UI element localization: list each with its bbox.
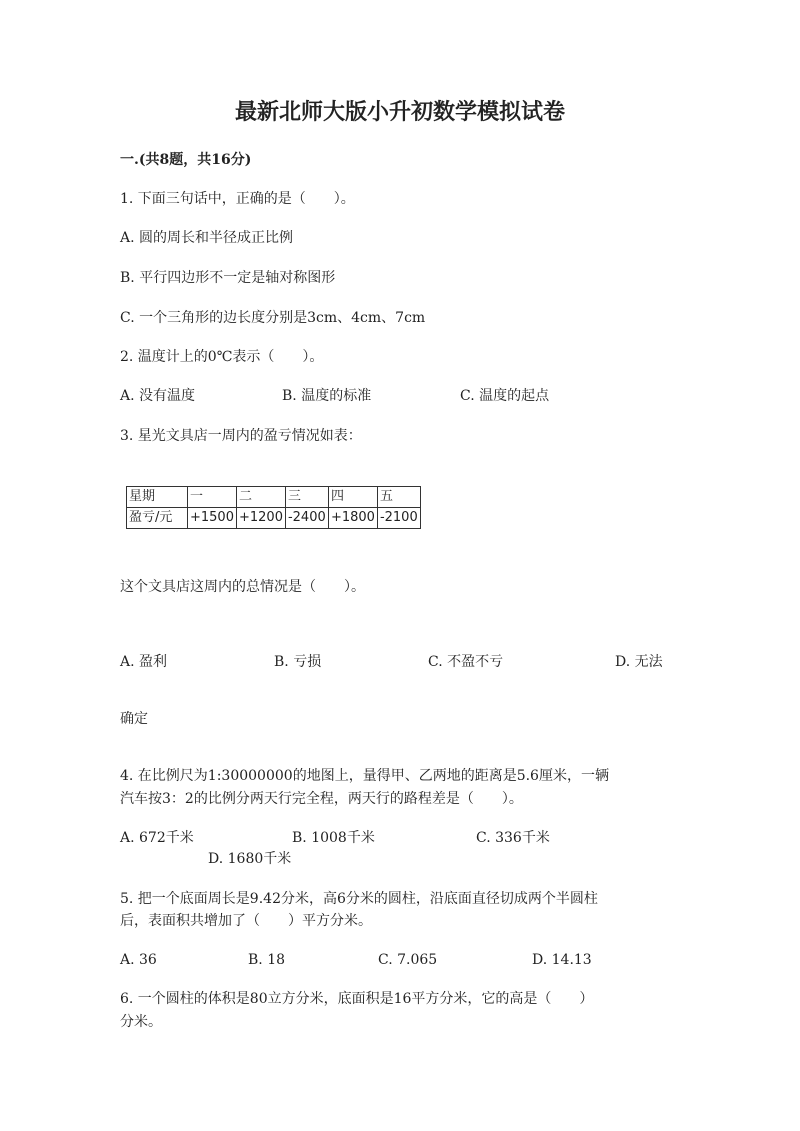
table-cell: +1800 bbox=[328, 508, 377, 529]
q5-option-a: A. 36 bbox=[120, 952, 157, 968]
q5-option-c: C. 7.065 bbox=[378, 952, 438, 968]
q1-option-b: B. 平行四边形不一定是轴对称图形 bbox=[120, 270, 336, 286]
q6-stem-line2: 分米。 bbox=[120, 1014, 162, 1030]
q2-stem: 2. 温度计上的0℃表示（ ）。 bbox=[120, 349, 324, 365]
table-cell: -2100 bbox=[377, 508, 420, 529]
table-cell: 三 bbox=[285, 487, 328, 508]
page-title: 最新北师大版小升初数学模拟试卷 bbox=[234, 99, 565, 125]
q3-option-c: C. 不盈不亏 bbox=[428, 654, 504, 670]
section-heading: 一.(共8题，共16分) bbox=[120, 152, 252, 168]
q4-option-c: C. 336千米 bbox=[476, 830, 550, 846]
table-cell: 星期 bbox=[127, 487, 188, 508]
q3-option-a: A. 盈利 bbox=[120, 654, 168, 670]
q3-question: 这个文具店这周内的总情况是（ ）。 bbox=[120, 579, 365, 595]
q4-stem-line1: 4. 在比例尺为1:30000000的地图上，量得甲、乙两地的距离是5.6厘米，一辆 bbox=[120, 768, 609, 784]
table-cell: 一 bbox=[188, 487, 237, 508]
q4-option-a: A. 672千米 bbox=[120, 830, 194, 846]
q3-stem: 3. 星光文具店一周内的盈亏情况如表： bbox=[120, 428, 362, 444]
table-cell: +1200 bbox=[236, 508, 285, 529]
table-header-row bbox=[127, 487, 421, 508]
q5-option-d: D. 14.13 bbox=[532, 952, 592, 968]
table-cell: +1500 bbox=[188, 508, 237, 529]
q6-stem-line1: 6. 一个圆柱的体积是80立方分米，底面积是16平方分米，它的高是（ ） bbox=[120, 991, 594, 1007]
q2-option-c: C. 温度的起点 bbox=[460, 388, 550, 404]
profit-loss-table bbox=[126, 486, 421, 529]
q5-stem-line1: 5. 把一个底面周长是9.42分米，高6分米的圆柱，沿底面直径切成两个半圆柱 bbox=[120, 891, 598, 907]
q4-option-d: D. 1680千米 bbox=[208, 851, 292, 867]
q1-option-a: A. 圆的周长和半径成正比例 bbox=[120, 230, 294, 246]
q2-option-a: A. 没有温度 bbox=[120, 388, 196, 404]
q4-option-b: B. 1008千米 bbox=[292, 830, 375, 846]
q1-stem: 1. 下面三句话中，正确的是（ ）。 bbox=[120, 191, 355, 207]
table-cell: 二 bbox=[236, 487, 285, 508]
q5-option-b: B. 18 bbox=[248, 952, 286, 968]
table-cell: 盈亏/元 bbox=[127, 508, 188, 529]
q1-option-c: C. 一个三角形的边长度分别是3cm、4cm、7cm bbox=[120, 310, 426, 326]
q3-option-b: B. 亏损 bbox=[274, 654, 322, 670]
q4-stem-line2: 汽车按3：2的比例分两天行完全程，两天行的路程差是（ ）。 bbox=[120, 791, 523, 807]
table-cell: -2400 bbox=[285, 508, 328, 529]
table-row bbox=[127, 508, 421, 529]
table-cell: 四 bbox=[328, 487, 377, 508]
q3-option-d: D. 无法 bbox=[615, 654, 663, 670]
q3-option-d-continued: 确定 bbox=[120, 711, 148, 727]
q5-stem-line2: 后，表面积共增加了（ ）平方分米。 bbox=[120, 913, 372, 929]
table-cell: 五 bbox=[377, 487, 420, 508]
q2-option-b: B. 温度的标准 bbox=[282, 388, 372, 404]
